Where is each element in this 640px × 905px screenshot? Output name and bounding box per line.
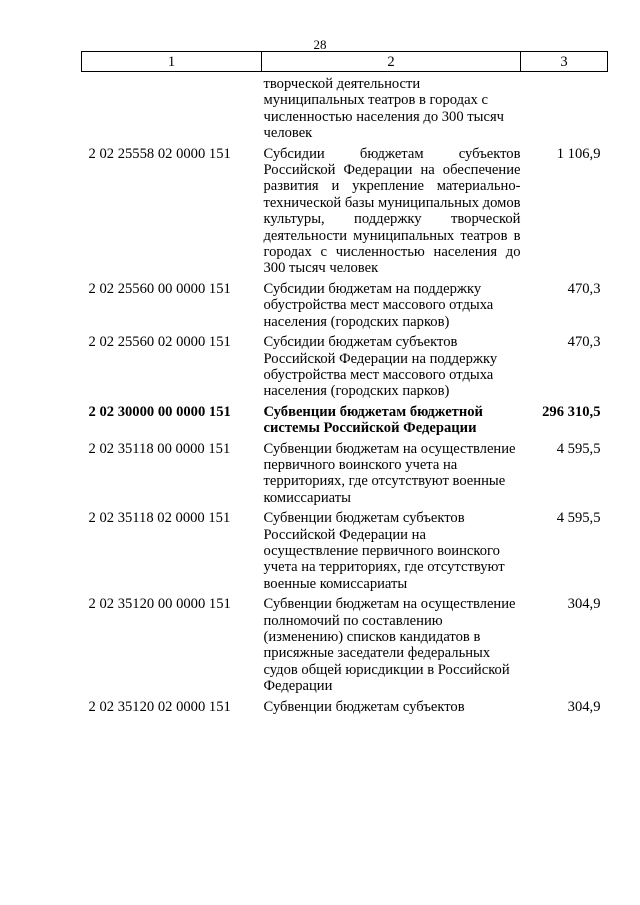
budget-amount: 470,3: [567, 280, 601, 297]
table-row: [82, 592, 608, 694]
column-header-amount: 3: [521, 52, 608, 72]
table-row: [82, 400, 608, 437]
budget-code: 2 02 30000 00 0000 151: [88, 403, 231, 420]
budget-code: 2 02 25560 02 0000 151: [88, 334, 231, 351]
budget-table: [81, 51, 608, 715]
table-row: [82, 142, 608, 277]
budget-description: Субвенции бюджетам субъектов: [263, 698, 465, 715]
column-header-description: 2: [262, 52, 521, 72]
budget-description: Субвенции бюджетам субъектов Российской Федерации на осуществление первичного воинского учета на территориях, где отсутствуют военные комиссариаты: [263, 510, 505, 592]
budget-code: 2 02 35118 02 0000 151: [88, 510, 231, 527]
page-number: 28: [313, 37, 327, 52]
table-row: [82, 437, 608, 507]
table-row: [82, 72, 608, 142]
budget-description: Субвенции бюджетам на осуществление полномочий по составлению (изменению) списков кандидатов в присяжные заседатели федеральных судов общей юрисдикции в Российской Федерации: [263, 596, 516, 695]
budget-description: Субсидии бюджетам субъектов Российской Федерации на обеспечение развития и укрепление материально-технической базы муниципальных домов культуры, поддержку творческой деятельности муниципальных театров в городах с численностью населения до 300 тысяч человек: [263, 145, 521, 277]
budget-amount: 1 106,9: [556, 145, 601, 162]
budget-code: [82, 72, 262, 142]
table-row: [82, 277, 608, 330]
table-header: [82, 52, 608, 72]
table-body: [82, 72, 608, 716]
budget-description: творческой деятельности муниципальных театров в городах с численностью населения до 300 тысяч человек: [263, 76, 505, 142]
budget-code: 2 02 35120 00 0000 151: [88, 596, 231, 613]
table-row: [82, 506, 608, 592]
budget-amount: [521, 72, 608, 142]
table-row: [82, 695, 608, 715]
budget-code: 2 02 35118 00 0000 151: [88, 440, 231, 457]
budget-amount: 470,3: [567, 334, 601, 351]
budget-amount: 304,9: [567, 698, 601, 715]
budget-code: 2 02 35120 02 0000 151: [88, 698, 231, 715]
budget-code: 2 02 25560 00 0000 151: [88, 280, 231, 297]
budget-code: 2 02 25558 02 0000 151: [88, 145, 231, 162]
budget-amount: 4 595,5: [556, 440, 601, 457]
budget-amount: 4 595,5: [556, 510, 601, 527]
budget-description: Субсидии бюджетам на поддержку обустройства мест массового отдыха населения (городских парков): [263, 280, 494, 330]
header-row: [82, 52, 608, 72]
budget-description: Субвенции бюджетам бюджетной системы Российской Федерации: [263, 403, 483, 437]
budget-description: Субвенции бюджетам на осуществление первичного воинского учета на территориях, где отсутствуют военные комиссариаты: [263, 440, 516, 506]
table-row: [82, 330, 608, 400]
column-header-code: 1: [82, 52, 262, 72]
budget-amount: 304,9: [567, 596, 601, 613]
budget-description: Субсидии бюджетам субъектов Российской Федерации на поддержку обустройства мест массового отдыха населения (городских парков): [263, 334, 498, 400]
budget-amount: 296 310,5: [542, 403, 601, 420]
